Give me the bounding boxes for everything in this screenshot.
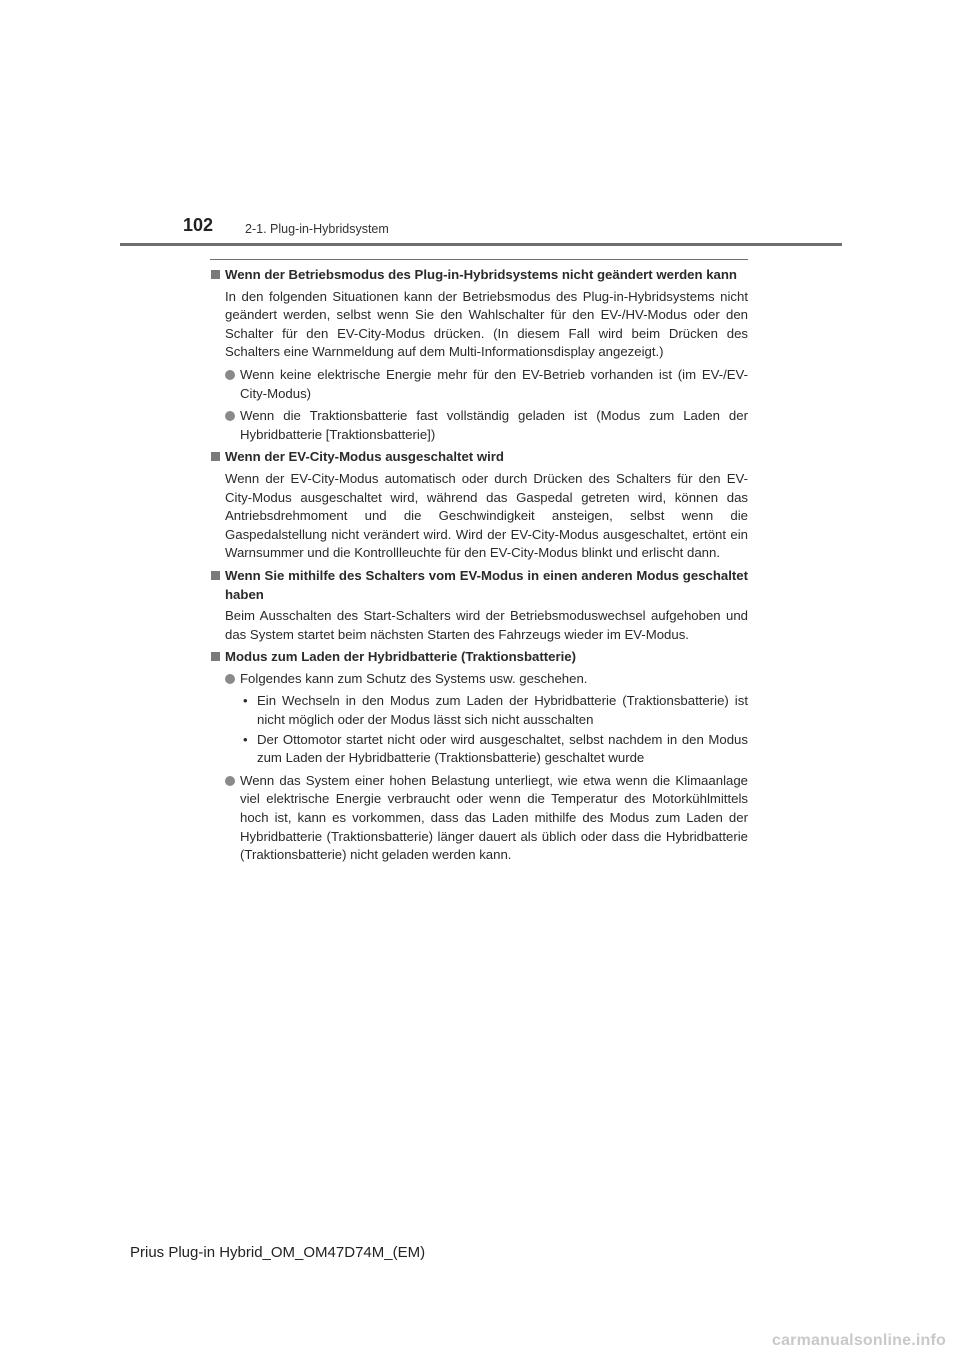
circle-bullet-icon: [225, 411, 235, 421]
circle-bullet-icon: [225, 370, 235, 380]
sub-list-item: [210, 731, 748, 768]
dot-bullet-icon: •: [243, 731, 248, 747]
page-number: 102: [183, 215, 214, 235]
square-bullet-icon: [211, 452, 220, 461]
heading-text: Wenn der Betriebsmodus des Plug-in-Hybridsystems nicht geändert werden kann: [225, 267, 737, 282]
paragraph: Beim Ausschalten des Start-Schalters wird der Betriebsmoduswechsel aufgehoben und das System startet beim nächsten Starten des Fahrzeugs wieder im EV-Modus.: [225, 608, 748, 642]
list-item: [210, 366, 748, 403]
content-area: [210, 266, 748, 869]
square-bullet-icon: [211, 270, 220, 279]
watermark: carmanualsonline.info: [771, 1332, 946, 1349]
sub-list-item-text: Ein Wechseln in den Modus zum Laden der Hybridbatterie (Traktionsbatterie) ist nicht möglich oder der Modus lässt sich nicht ausschalten: [257, 693, 748, 728]
list-item-text: Wenn keine elektrische Energie mehr für den EV-Betrieb vorhanden ist (im EV-/EV-City-Modus): [240, 366, 748, 401]
list-item: [210, 407, 748, 444]
section-heading: [210, 448, 748, 467]
heading-text: Wenn Sie mithilfe des Schalters vom EV-Modus in einen anderen Modus geschaltet haben: [225, 567, 748, 602]
section-battery-charge-mode: [210, 648, 748, 865]
list-item-text: Folgendes kann zum Schutz des Systems usw. geschehen.: [240, 670, 588, 686]
list-item: [210, 772, 748, 865]
header-rule: [120, 243, 842, 246]
heading-text: Modus zum Laden der Hybridbatterie (Traktionsbatterie): [225, 649, 576, 665]
sub-list-item-text: Der Ottomotor startet nicht oder wird ausgeschaltet, selbst nachdem in den Modus zum Laden der Hybridbatterie (Traktionsbatterie) geschaltet wurde: [257, 731, 748, 766]
paragraph: Wenn der EV-City-Modus automatisch oder durch Drücken des Schalters für den EV-City-Modus ausgeschaltet wird, während das Gaspedal getreten wird, können das Antriebsdrehmoment und die Geschwindigkeit ansteigen, selbst wenn die Gaspedalstellung nicht verändert wird. Wird der EV-City-Modus ausgeschaltet, ertönt ein Warnsummer und die Kontrollleuchte für den EV-City-Modus blinkt und erlischt dann.: [225, 470, 748, 561]
section-heading: [210, 266, 748, 285]
section-switched-from-ev: [210, 567, 748, 644]
section-heading: [210, 567, 748, 604]
circle-bullet-icon: [225, 776, 235, 786]
list-item: [210, 670, 748, 689]
square-bullet-icon: [211, 571, 220, 580]
content-rule: [210, 259, 748, 260]
section-ev-city-off: [210, 448, 748, 563]
square-bullet-icon: [211, 652, 220, 661]
paragraph: In den folgenden Situationen kann der Betriebsmodus des Plug-in-Hybridsystems nicht geändert werden, selbst wenn Sie den Wahlschalter für den EV-/HV-Modus oder den Schalter für den EV-City-Modus drücken. (In diesem Fall wird beim Drücken des Schalters eine Warnmeldung auf dem Multi-Informationsdisplay angezeigt.): [225, 288, 748, 360]
list-item-text: Wenn die Traktionsbatterie fast vollständig geladen ist (Modus zum Laden der Hybridbatterie [Traktionsbatterie]): [240, 408, 748, 442]
dot-bullet-icon: •: [243, 693, 248, 709]
section-title: 2-1. Plug-in-Hybridsystem: [245, 222, 389, 236]
sub-list: [210, 692, 748, 767]
footer-text: Prius Plug-in Hybrid_OM_OM47D74M_(EM): [130, 1244, 426, 1261]
sub-list-item: [210, 692, 748, 729]
list-item-text: Wenn das System einer hohen Belastung unterliegt, wie etwa wenn die Klimaanlage viel elektrische Energie verbraucht oder wenn die Temperatur des Motorkühlmittels hoch ist, kann es vorkommen, dass das Laden mithilfe des Modus zum Laden der Hybridbatterie (Traktionsbatterie) länger dauert als üblich oder dass die Hybridbatterie (Traktionsbatterie) nicht geladen werden kann.: [240, 772, 748, 863]
heading-text: Wenn der EV-City-Modus ausgeschaltet wird: [225, 449, 504, 465]
section-heading: [210, 648, 748, 667]
section-mode-not-changeable: [210, 266, 748, 444]
circle-bullet-icon: [225, 674, 235, 684]
